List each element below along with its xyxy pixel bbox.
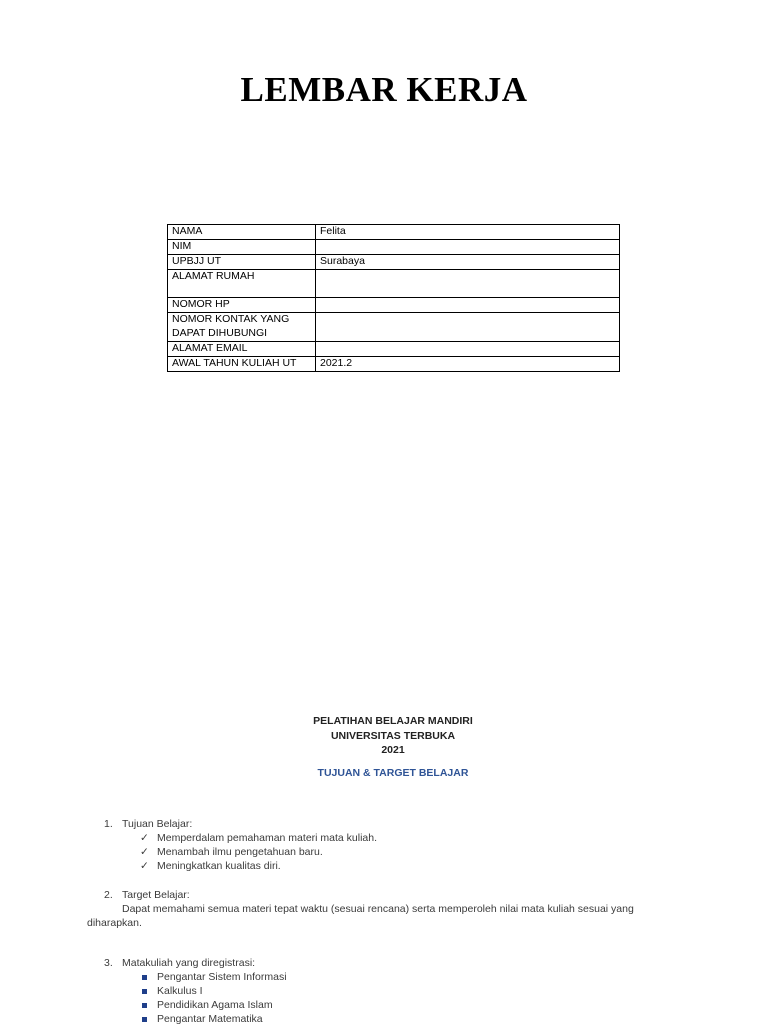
check-icon: ✓	[140, 860, 149, 872]
row-label: AWAL TAHUN KULIAH UT	[168, 357, 316, 372]
target-text-line-1: Dapat memahami semua materi tepat waktu (sesuai rencana) serta memperoleh nilai mata kuliah sesuai yang	[122, 903, 634, 915]
row-label: NAMA	[168, 225, 316, 240]
list-item: Pengantar Matematika	[157, 1013, 263, 1025]
row-label: ALAMAT EMAIL	[168, 342, 316, 357]
bullet-square-icon	[142, 1003, 147, 1008]
header-line-3: 2021	[381, 744, 405, 756]
row-value: Felita	[316, 225, 620, 240]
list-item: Menambah ilmu pengetahuan baru.	[157, 846, 323, 858]
row-value	[316, 313, 620, 342]
header-line-2: UNIVERSITAS TERBUKA	[330, 730, 456, 742]
list-number: 1.	[104, 818, 113, 830]
table-row	[168, 313, 620, 342]
bullet-square-icon	[142, 975, 147, 980]
bullet-square-icon	[142, 989, 147, 994]
page-title: LEMBAR KERJA	[240, 70, 528, 109]
row-value	[316, 240, 620, 255]
bullet-square-icon	[142, 1017, 147, 1022]
table-row	[168, 342, 620, 357]
student-info-table	[167, 224, 620, 372]
table-row	[168, 298, 620, 313]
row-label: ALAMAT RUMAH	[168, 270, 316, 298]
row-value: 2021.2	[316, 357, 620, 372]
check-icon: ✓	[140, 832, 149, 844]
row-value	[316, 342, 620, 357]
list-item: Kalkulus I	[157, 985, 203, 997]
target-text-line-2: diharapkan.	[87, 917, 142, 929]
row-value	[316, 298, 620, 313]
table-row	[168, 270, 620, 298]
section-subtitle: TUJUAN & TARGET BELAJAR	[317, 767, 469, 779]
row-value	[316, 270, 620, 298]
table-row	[168, 255, 620, 270]
list-item: Pendidikan Agama Islam	[157, 999, 273, 1011]
row-label: NIM	[168, 240, 316, 255]
row-label: NOMOR HP	[168, 298, 316, 313]
target-label: Target Belajar:	[122, 889, 190, 901]
table-row	[168, 225, 620, 240]
row-label: UPBJJ UT	[168, 255, 316, 270]
list-item: Memperdalam pemahaman materi mata kuliah.	[157, 832, 378, 844]
row-label: NOMOR KONTAK YANG DAPAT DIHUBUNGI	[168, 313, 316, 342]
matakuliah-label: Matakuliah yang diregistrasi:	[122, 957, 256, 969]
list-number: 3.	[104, 957, 113, 969]
list-number: 2.	[104, 889, 113, 901]
check-icon: ✓	[140, 846, 149, 858]
list-item: Meningkatkan kualitas diri.	[157, 860, 281, 872]
table-row	[168, 240, 620, 255]
list-item: Pengantar Sistem Informasi	[157, 971, 287, 983]
table-row	[168, 357, 620, 372]
header-line-1: PELATIHAN BELAJAR MANDIRI	[313, 715, 473, 727]
row-value: Surabaya	[316, 255, 620, 270]
tujuan-label: Tujuan Belajar:	[122, 818, 193, 830]
